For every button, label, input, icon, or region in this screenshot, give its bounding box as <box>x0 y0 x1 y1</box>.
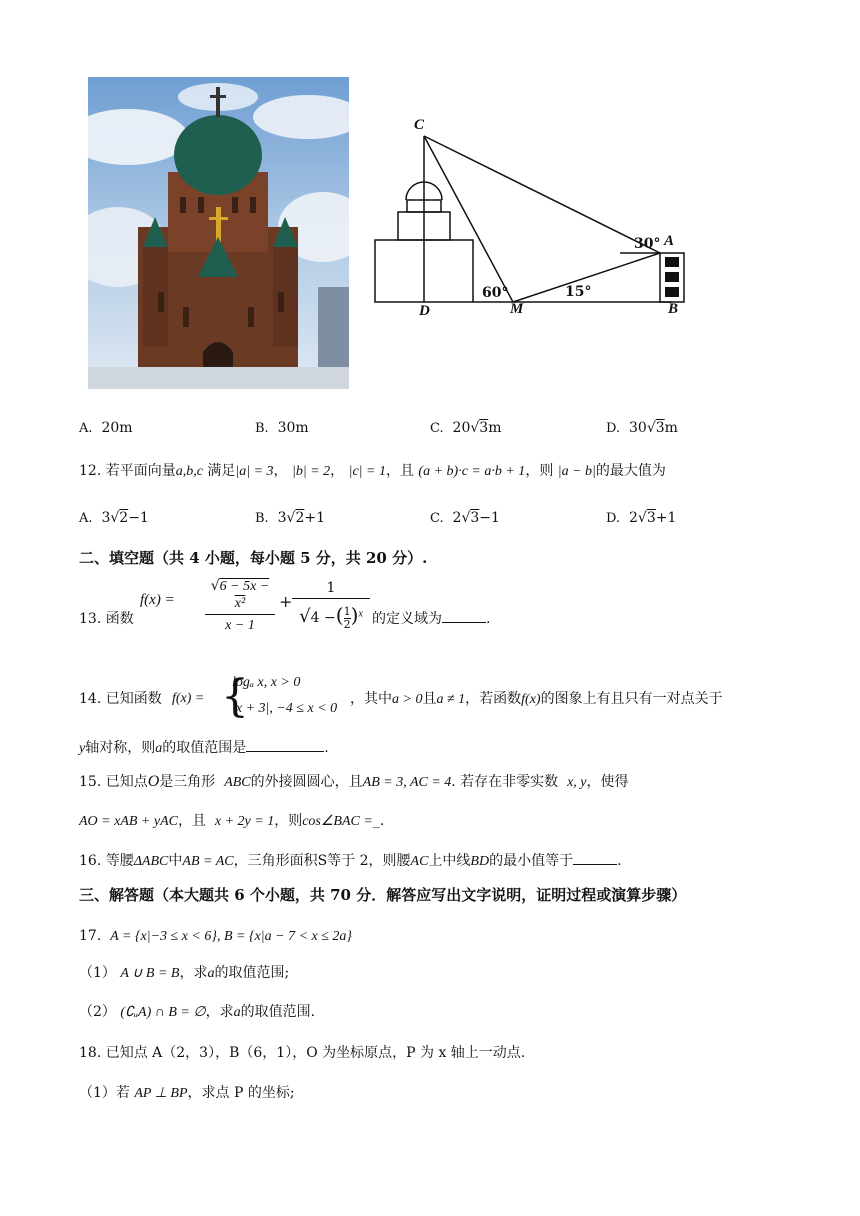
q14-line2: y轴对称，则a的取值范围是 . <box>79 740 329 756</box>
point-label-b: B <box>668 301 679 317</box>
q14-num: 14. 已知函数 <box>79 691 162 707</box>
q12-option-a: A. 3√2−1 <box>79 510 149 526</box>
q16-answer-blank[interactable] <box>573 864 617 865</box>
q15-line1: 15. 已知点O是三角形 ABC的外接圆圆心，且AB = 3, AC = 4. 若存在非零实数 x, y，使得 <box>79 773 629 790</box>
angle-label-60: 60° <box>482 285 509 301</box>
geometry-figure <box>368 112 698 324</box>
q11-option-b: B. 30m <box>255 420 309 436</box>
angle-label-15: 15° <box>565 284 592 300</box>
point-label-m: M <box>510 301 524 317</box>
point-label-d: D <box>419 303 430 319</box>
q17-sets: 17. A = {x|−3 ≤ x < 6}, B = {x|a − 7 < x ≤ 2a} <box>79 928 353 944</box>
q14-case2: |x + 3|, −4 ≤ x < 0 <box>232 701 338 716</box>
cathedral-photo <box>88 77 349 389</box>
q13-frac2: 1 √4 −( $\frac{1}{2}$ )$^x$ <box>292 580 370 631</box>
q18-part1: （1）若 AP ⊥ BP，求点 P 的坐标; <box>79 1085 295 1101</box>
section-2-heading: 二、填空题（共 4 小题，每小题 5 分，共 20 分）. <box>79 549 428 567</box>
section-3-heading: 三、解答题（本大题共 6 个小题，共 70 分．解答应写出文字说明，证明过程或演算步骤） <box>79 886 687 904</box>
point-label-c: C <box>414 117 425 133</box>
q12-option-b: B. 3√2+1 <box>255 510 325 526</box>
q16-stem: 16. 等腰ΔABC中AB = AC，三角形面积S等于 2，则腰AC上中线BD的最小值等于 . <box>79 853 622 869</box>
q13-tail: 的定义域为 . <box>372 611 491 627</box>
q13-answer-blank[interactable] <box>442 622 486 623</box>
q18-stem: 18. 已知点 A（2，3），B（6，1），O 为坐标原点，P 为 x 轴上一动点. <box>79 1045 526 1061</box>
q14-case1: logₐ x, x > 0 <box>232 675 301 690</box>
q14-stem-rest: ，其中a > 0且a ≠ 1，若函数f(x)的图象上有且只有一对点关于 <box>350 691 723 707</box>
q13-num: 13. 函数 <box>79 611 134 627</box>
q15-line2: AO = xAB + yAC，且 x + 2y = 1，则cos∠BAC =_. <box>79 813 385 829</box>
q11-option-c: C. 20√3m <box>430 420 502 436</box>
angle-label-30: 30° <box>634 236 661 252</box>
q17-part1: （1） A ∪ B = B，求a的取值范围; <box>79 965 290 981</box>
q13-plus: + <box>279 592 293 611</box>
q12-option-c: C. 2√3−1 <box>430 510 500 526</box>
q11-option-d: D. 30√3m <box>606 420 678 436</box>
point-label-a: A <box>664 233 675 249</box>
q12-option-d: D. 2√3+1 <box>606 510 677 526</box>
q11-option-a: A. 20m <box>79 420 133 436</box>
q13-frac1: √6 − 5x − x² x − 1 <box>205 578 275 634</box>
q14-fx: f(x) = <box>172 691 205 706</box>
q13-fx: f(x) = <box>140 592 175 608</box>
q12-stem: 12. 若平面向量a,b,c 满足|a| = 3， |b| = 2， |c| = 1，且 (a + b)·c = a·b + 1，则 |a − b|的最大值为 <box>79 463 666 479</box>
q14-answer-blank[interactable] <box>246 751 324 752</box>
q14-brace: { <box>221 671 249 722</box>
q17-part2: （2） (∁ᵤA) ∩ B = ∅，求a的取值范围. <box>79 1004 316 1020</box>
